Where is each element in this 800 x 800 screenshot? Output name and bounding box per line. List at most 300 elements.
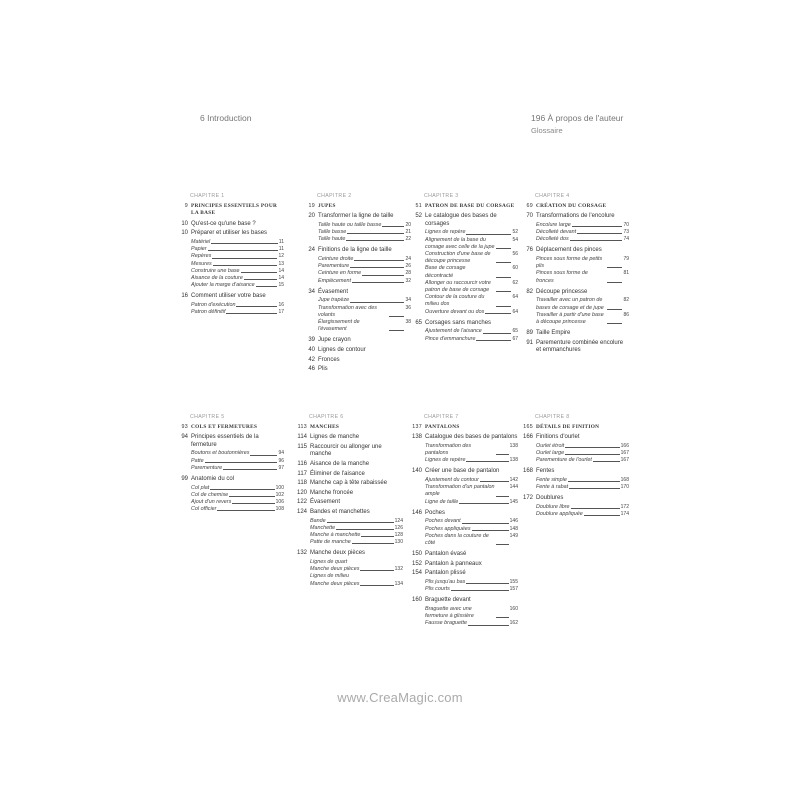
- sub-entry-page: 168: [620, 476, 629, 483]
- sub-entry: [536, 236, 629, 243]
- entry-page-number: 76: [526, 247, 533, 254]
- toc-entry: [406, 570, 518, 595]
- leader-line: [496, 251, 511, 263]
- chapter-title: [299, 203, 411, 211]
- sub-entry: [425, 533, 518, 547]
- entry-title: Pantalon à panneaux: [425, 560, 482, 567]
- sub-entry: [310, 559, 403, 566]
- sub-entry-title: Manche deux pièces: [310, 566, 360, 573]
- leader-line: [223, 465, 277, 470]
- sub-entry-title: Base de corsage décontracté: [425, 265, 466, 279]
- sub-entry-title: Lignes de milieu: [310, 573, 349, 580]
- leader-line: [571, 504, 620, 509]
- sub-entry-page: 79: [623, 255, 629, 262]
- sub-entry: [318, 305, 411, 319]
- entry-body: [425, 434, 518, 466]
- leader-line: [360, 566, 393, 571]
- toc-entry: [172, 230, 284, 291]
- leader-line: [360, 581, 393, 586]
- toc-entry: [406, 561, 518, 569]
- sub-entry-page: 82: [623, 297, 629, 304]
- entry-title: Finitions d'ourlet: [536, 434, 580, 441]
- entry-body: [536, 330, 629, 338]
- sub-entry-title: Doublure libre: [536, 503, 570, 510]
- leader-line: [226, 309, 277, 314]
- sub-entry: [318, 270, 411, 277]
- sub-entry-page: 12: [278, 253, 284, 260]
- sub-entry-page: 100: [275, 484, 284, 491]
- toc-entry: [517, 330, 629, 338]
- sub-entry-page: 149: [509, 532, 518, 539]
- entry-body: [318, 347, 411, 355]
- sub-entry-page: 102: [275, 491, 284, 498]
- sub-entry-title: Taille basse: [318, 228, 347, 235]
- sub-entry-title: Allonger ou raccourcir votre patron de base de corsage: [425, 279, 491, 293]
- leader-line: [389, 319, 404, 331]
- sub-entry-list: [536, 443, 629, 465]
- sub-entry-page: 11: [278, 238, 284, 245]
- sub-entry-page: 81: [623, 270, 629, 277]
- sub-entry: [425, 579, 518, 586]
- chapter-3: [406, 193, 518, 345]
- sub-entry-page: 36: [405, 304, 411, 311]
- entry-page-number: 94: [181, 434, 188, 441]
- sub-entry-title: Jupe trapèze: [318, 297, 350, 304]
- entry-title: Finitions de la ligne de taille: [318, 247, 392, 254]
- entry-body: [425, 570, 518, 595]
- entry-title: Catalogue des bases de pantalons: [425, 434, 518, 441]
- sub-entry-title: Travailler avec un patron de bases de corsage et de jupe: [536, 297, 604, 311]
- entry-title: Pantalon plissé: [425, 570, 466, 577]
- entry-body: [425, 320, 518, 345]
- sub-entry: [425, 443, 518, 457]
- sub-entry: [318, 319, 411, 333]
- leader-line: [466, 579, 508, 584]
- toc-entry: [291, 480, 403, 488]
- toc-entry: [291, 471, 403, 479]
- entry-page-number: 91: [526, 339, 533, 346]
- entry-page-number: 166: [522, 434, 533, 441]
- leader-line: [211, 239, 278, 244]
- entry-page-number: 46: [308, 366, 315, 373]
- entry-title: Fentes: [536, 468, 555, 475]
- leader-line: [483, 328, 512, 333]
- sub-entry-page: 167: [620, 449, 629, 456]
- chapter-label: CHAPITRE 1: [190, 193, 225, 199]
- leader-line: [496, 443, 509, 455]
- toc-entry: [299, 366, 411, 374]
- entry-page-number: 117: [297, 470, 307, 477]
- entry-body: [536, 247, 629, 286]
- sub-entry-list: [536, 477, 629, 491]
- sub-entry: [310, 581, 403, 588]
- sub-entry-title: Pinces sous forme de fronces: [536, 270, 588, 284]
- sub-entry: [191, 275, 284, 282]
- sub-entry-title: Col officier: [191, 506, 217, 513]
- sub-entry-list: [310, 559, 403, 588]
- sub-entry: [191, 450, 284, 457]
- sub-entry-list: [425, 477, 518, 506]
- leader-line: [352, 539, 394, 544]
- toc-entry: [299, 337, 411, 345]
- leader-line: [485, 309, 511, 314]
- sub-entry-list: [310, 518, 403, 547]
- sub-entry: [191, 261, 284, 268]
- toc-entry: [406, 597, 518, 629]
- sub-entry: [536, 511, 629, 518]
- sub-entry-page: 128: [394, 531, 403, 538]
- sub-entry-title: Encolure large: [536, 221, 571, 228]
- toc-entry: [299, 247, 411, 286]
- sub-entry-page: 162: [509, 620, 518, 627]
- sub-entry-title: Manchette: [310, 524, 336, 531]
- sub-entry: [425, 294, 518, 308]
- sub-entry-title: Poches devant: [425, 518, 461, 525]
- sub-entry-list: [425, 606, 518, 628]
- leader-line: [496, 533, 509, 545]
- entry-body: [425, 510, 518, 549]
- chapter-title: [406, 203, 518, 211]
- toc-entry: [517, 247, 629, 286]
- sub-entry-page: 96: [278, 457, 284, 464]
- sub-entry-page: 14: [278, 274, 284, 281]
- leader-line: [350, 263, 404, 268]
- chapter-8: [517, 414, 629, 520]
- entry-body: [191, 476, 284, 515]
- entry-title: Fronces: [318, 356, 340, 363]
- entry-body: [318, 289, 411, 336]
- chapter-page-number: 9: [184, 202, 188, 209]
- sub-entry: [425, 620, 518, 627]
- entry-title: Jupe crayon: [318, 337, 351, 344]
- entry-page-number: 40: [308, 347, 315, 353]
- chapter-page-number: 93: [181, 423, 188, 430]
- leader-line: [336, 525, 393, 530]
- leader-line: [462, 518, 509, 523]
- entry-page-number: 120: [296, 489, 307, 496]
- sub-entry: [536, 443, 629, 450]
- leader-line: [459, 499, 508, 504]
- sub-entry-title: Patte: [191, 457, 204, 464]
- leader-line: [607, 270, 622, 282]
- sub-entry-page: 67: [512, 335, 518, 342]
- sub-entry-page: 167: [620, 457, 629, 464]
- entry-title: Raccourcir ou allonger une manche: [310, 443, 382, 458]
- sub-entry: [425, 309, 518, 316]
- sub-entry-title: Élargissement de l'évasement: [318, 319, 360, 333]
- leader-line: [496, 484, 509, 496]
- sub-entry-title: Fausse braguette: [425, 620, 467, 627]
- chapter-label: CHAPITRE 7: [424, 414, 459, 420]
- toc-entry: [172, 476, 284, 515]
- leader-line: [244, 275, 278, 280]
- entry-title: Qu'est-ce qu'une base ?: [191, 220, 256, 227]
- chapter-page-number: 51: [415, 202, 422, 209]
- leader-line: [250, 450, 277, 455]
- entry-title: Manche cap à tête rabaissée: [310, 480, 388, 487]
- entry-body: [310, 550, 403, 589]
- sub-entry: [318, 229, 411, 236]
- sub-entry: [425, 606, 518, 620]
- entry-title: Créer une base de pantalon: [425, 468, 500, 475]
- sub-entry-page: 54: [512, 236, 518, 243]
- leader-line: [496, 280, 511, 292]
- sub-entry-title: Matériel: [191, 238, 211, 245]
- sub-entry: [425, 526, 518, 533]
- chapter-page-number: 137: [412, 423, 422, 430]
- sub-entry: [191, 492, 284, 499]
- sub-entry-list: [318, 222, 411, 244]
- entry-body: [318, 357, 411, 365]
- sub-entry: [318, 236, 411, 243]
- entry-body: [425, 561, 518, 569]
- entry-body: [310, 480, 403, 488]
- leader-line: [350, 297, 404, 302]
- sub-entry: [536, 457, 629, 464]
- sub-entry-title: Patron d'exécution: [191, 301, 236, 308]
- entry-page-number: 172: [522, 495, 533, 502]
- entry-title: Poches: [425, 509, 446, 516]
- entry-page-number: 150: [411, 551, 422, 558]
- sub-entry-title: Braguette avec une fermeture à glissière: [425, 605, 474, 620]
- sub-entry: [425, 328, 518, 335]
- chapter-title-text: PRINCIPES ESSENTIELS POUR LA BASE: [191, 202, 278, 217]
- entry-body: [191, 293, 284, 318]
- entry-title: Plis: [318, 366, 328, 373]
- sub-entry-page: 132: [394, 566, 403, 573]
- chapter-2: [299, 193, 411, 374]
- toc-entry: [406, 510, 518, 549]
- header-glossary: Glossaire: [531, 126, 563, 135]
- leader-line: [217, 506, 274, 511]
- entry-body: [310, 444, 403, 459]
- sub-entry-title: Patte de manche: [310, 539, 351, 546]
- toc-entry: [291, 499, 403, 507]
- entry-page-number: 65: [415, 319, 422, 326]
- entry-body: [536, 289, 629, 328]
- sub-entry-list: [536, 504, 629, 518]
- sub-entry-page: 126: [394, 524, 403, 531]
- entry-body: [310, 434, 403, 442]
- sub-entry-page: 138: [509, 442, 518, 449]
- chapter-title: [172, 203, 284, 218]
- leader-line: [584, 511, 620, 516]
- sub-entry: [425, 477, 518, 484]
- leader-line: [569, 484, 620, 489]
- entry-page-number: 115: [297, 443, 307, 450]
- toc-entry: [299, 213, 411, 245]
- chapter-label: CHAPITRE 2: [317, 193, 352, 199]
- sub-entry-page: 64: [512, 294, 518, 301]
- sub-entry: [425, 518, 518, 525]
- sub-entry-title: Ouverture devant ou dos: [425, 308, 485, 315]
- entry-title: Principes essentiels de la fermeture: [191, 434, 259, 448]
- sub-entry-page: 134: [394, 580, 403, 587]
- leader-line: [256, 282, 278, 287]
- sub-entry: [425, 280, 518, 294]
- chapter-page-number: 113: [297, 423, 307, 430]
- sub-entry-title: Aisance de la couture: [191, 274, 243, 281]
- entry-title: Bandes et manchettes: [310, 508, 370, 515]
- sub-entry: [310, 566, 403, 573]
- sub-entry-title: Ajout d'un revers: [191, 498, 232, 505]
- sub-entry-page: 172: [620, 503, 629, 510]
- sub-entry-page: 24: [405, 255, 411, 262]
- entry-page-number: 124: [296, 508, 307, 515]
- entry-page-number: 42: [308, 356, 315, 363]
- sub-entry-page: 16: [278, 301, 284, 308]
- entry-body: [318, 213, 411, 245]
- sub-entry: [318, 263, 411, 270]
- leader-line: [466, 457, 508, 462]
- sub-entry-title: Parementure: [318, 263, 350, 270]
- entry-page-number: 154: [411, 570, 422, 577]
- entry-body: [191, 230, 284, 291]
- entry-page-number: 34: [308, 288, 315, 295]
- sub-entry-title: Lignes de quart: [310, 558, 348, 565]
- chapter-title: [517, 424, 629, 432]
- sub-entry-title: Pinces sous forme de petits plis: [536, 255, 603, 270]
- chapter-label: CHAPITRE 6: [309, 414, 344, 420]
- toc-entry: [406, 434, 518, 466]
- sub-entry: [191, 253, 284, 260]
- entry-body: [536, 213, 629, 245]
- sub-entry-title: Lignes de repère: [425, 457, 466, 464]
- leader-line: [382, 222, 404, 227]
- sub-entry: [536, 484, 629, 491]
- sub-entry-title: Lignes de repère: [425, 229, 466, 236]
- entry-page-number: 138: [411, 434, 422, 441]
- sub-entry: [310, 525, 403, 532]
- toc-entry: [299, 357, 411, 365]
- chapter-4: [517, 193, 629, 355]
- entry-title: Préparer et utiliser les bases: [191, 230, 268, 237]
- toc-entry: [172, 434, 284, 474]
- sub-entry: [536, 312, 629, 326]
- chapter-page-number: 165: [523, 423, 533, 430]
- sub-entry-list: [318, 297, 411, 333]
- sub-entry-title: Empiècement: [318, 277, 351, 284]
- sub-entry: [536, 504, 629, 511]
- entry-body: [318, 247, 411, 286]
- entry-page-number: 118: [297, 480, 307, 487]
- leader-line: [229, 492, 275, 497]
- leader-line: [361, 532, 393, 537]
- header-author: [531, 113, 623, 136]
- sub-entry-page: 155: [509, 578, 518, 585]
- sub-entry: [191, 465, 284, 472]
- sub-entry: [536, 256, 629, 270]
- sub-entry-list: [191, 302, 284, 316]
- leader-line: [570, 236, 623, 241]
- sub-entry: [191, 268, 284, 275]
- sub-entry-page: 146: [509, 518, 518, 525]
- entry-body: [310, 461, 403, 469]
- sub-entry: [191, 239, 284, 246]
- sub-entry-page: 174: [620, 511, 629, 518]
- sub-entry: [536, 229, 629, 236]
- chapter-label: CHAPITRE 5: [190, 414, 225, 420]
- sub-entry-page: 160: [509, 605, 518, 612]
- leader-line: [236, 302, 277, 307]
- sub-entry: [318, 256, 411, 263]
- sub-entry: [425, 484, 518, 498]
- sub-entry: [536, 297, 629, 311]
- leader-line: [451, 586, 509, 591]
- sub-entry-title: Poches appliquées: [425, 525, 471, 532]
- entry-page-number: 10: [181, 220, 188, 227]
- entry-title: Parementure combinée encolure et emmanchures: [536, 339, 624, 354]
- sub-entry: [536, 270, 629, 284]
- sub-entry: [425, 336, 518, 343]
- sub-entry-title: Décolleté devant: [536, 228, 577, 235]
- sub-entry-title: Construction d'une base de découpe princesse: [425, 250, 491, 265]
- chapter-6: [291, 414, 403, 590]
- sub-entry-list: [425, 229, 518, 315]
- sub-entry-page: 13: [278, 260, 284, 267]
- entry-title: Aisance de la manche: [310, 460, 370, 467]
- sub-entry-page: 32: [405, 277, 411, 284]
- sub-entry-list: [425, 518, 518, 547]
- entry-page-number: 82: [526, 288, 533, 295]
- entry-body: [310, 509, 403, 548]
- leader-line: [213, 261, 278, 266]
- toc-entry: [291, 434, 403, 442]
- sub-entry-page: 11: [278, 246, 284, 253]
- sub-entry-page: 130: [394, 539, 403, 546]
- entry-page-number: 99: [181, 475, 188, 482]
- sub-entry-list: [191, 239, 284, 289]
- leader-line: [607, 312, 622, 324]
- sub-entry-page: 28: [405, 270, 411, 277]
- entry-body: [425, 597, 518, 629]
- leader-line: [496, 237, 511, 249]
- leader-line: [496, 606, 509, 618]
- sub-entry-page: 62: [512, 279, 518, 286]
- chapter-page-number: 69: [526, 202, 533, 209]
- sub-entry: [318, 278, 411, 285]
- sub-entry: [425, 229, 518, 236]
- sub-entry-title: Ceinture en forme: [318, 270, 362, 277]
- sub-entry: [191, 506, 284, 513]
- sub-entry-page: 26: [405, 263, 411, 270]
- toc-entry: [172, 293, 284, 318]
- sub-entry-title: Décolleté dos: [536, 236, 569, 243]
- sub-entry-list: [536, 256, 629, 285]
- sub-entry-page: 73: [623, 228, 629, 235]
- entry-title: Comment utiliser votre base: [191, 293, 266, 300]
- sub-entry-list: [425, 443, 518, 465]
- sub-entry: [425, 265, 518, 279]
- entry-body: [425, 213, 518, 318]
- entry-page-number: 122: [296, 499, 307, 506]
- toc-entry: [299, 289, 411, 336]
- entry-page-number: 24: [308, 247, 315, 254]
- entry-title: Transformations de l'encolure: [536, 213, 615, 220]
- leader-line: [593, 457, 620, 462]
- sub-entry-title: Ajouter la marge d'aisance: [191, 282, 255, 289]
- entry-title: Braguette devant: [425, 597, 471, 604]
- leader-line: [205, 458, 278, 463]
- toc-entry: [406, 468, 518, 507]
- sub-entry-page: 142: [509, 476, 518, 483]
- sub-entry-page: 97: [278, 464, 284, 471]
- sub-entry-page: 64: [512, 308, 518, 315]
- toc-entry: [517, 289, 629, 328]
- chapter-label: CHAPITRE 8: [535, 414, 570, 420]
- entry-title: Anatomie du col: [191, 475, 235, 482]
- leader-line: [232, 499, 274, 504]
